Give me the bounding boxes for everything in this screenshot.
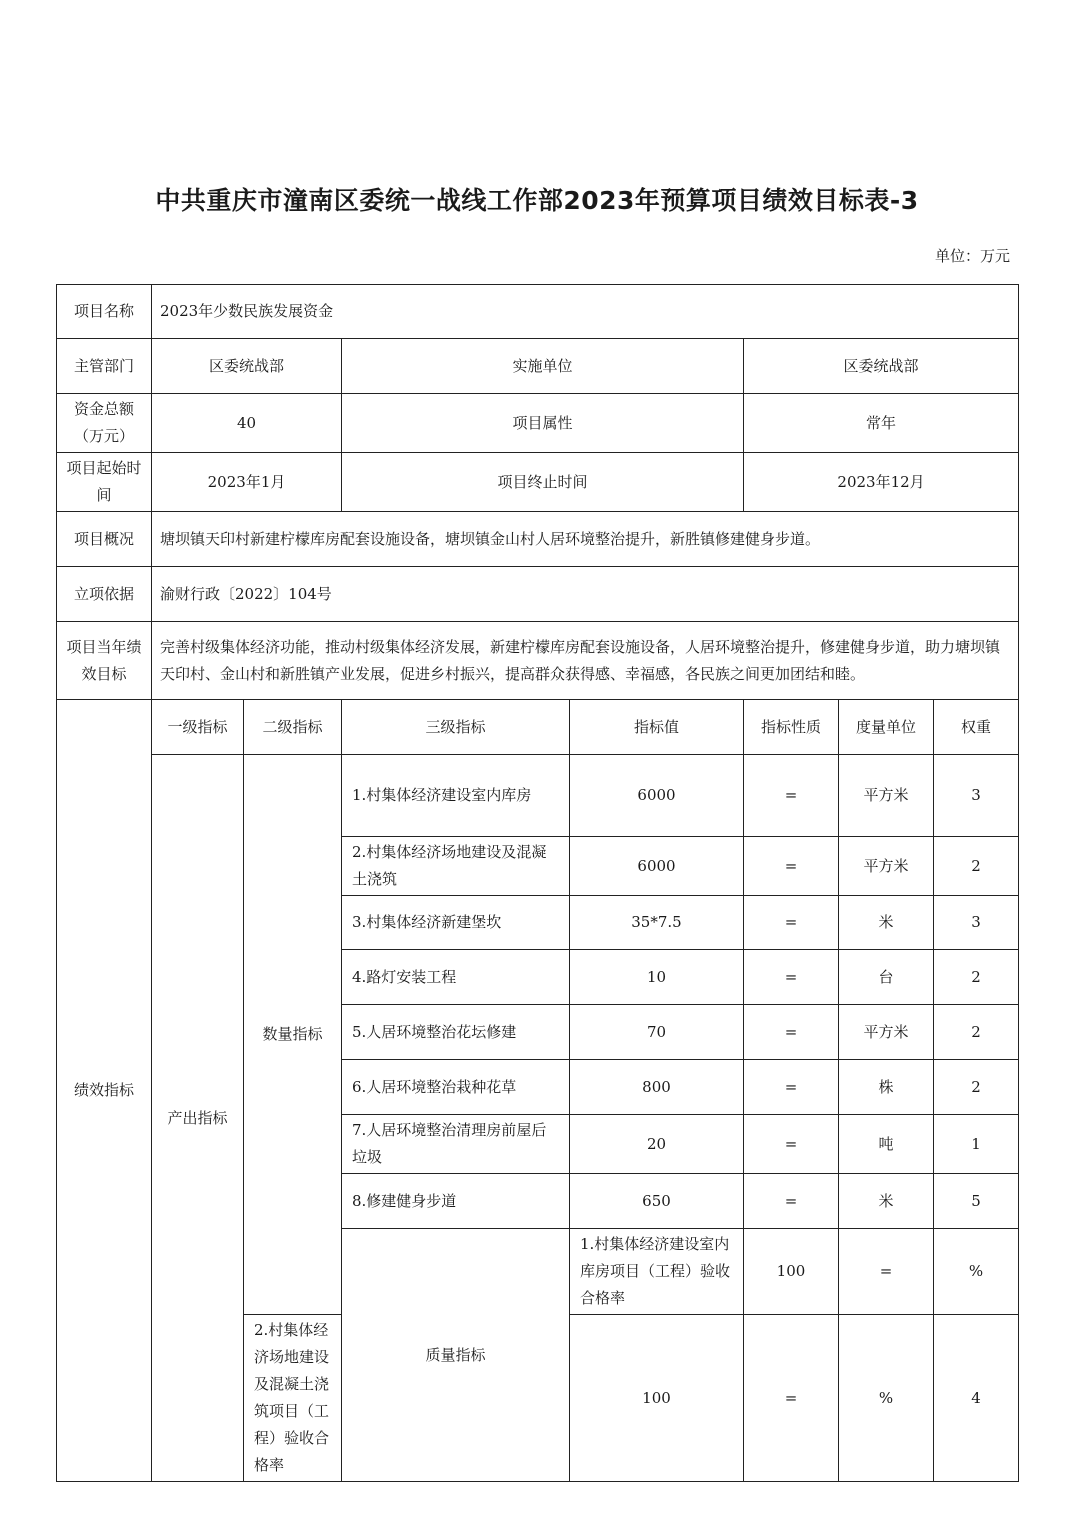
indicator-value: 650 <box>570 1174 744 1229</box>
header-level1: 一级指标 <box>152 700 244 755</box>
header-value: 指标值 <box>570 700 744 755</box>
indicator-nature: = <box>744 1115 839 1174</box>
overview-value: 塘坝镇天印村新建柠檬库房配套设施设备，塘坝镇金山村人居环境整治提升，新胜镇修建健身步道。 <box>152 512 1019 567</box>
indicator-nature: = <box>744 1174 839 1229</box>
level2-quality-label: 质量指标 <box>342 1229 570 1482</box>
indicator-value: 10 <box>570 950 744 1005</box>
dept-label: 主管部门 <box>57 339 152 394</box>
level2-quantity-label: 数量指标 <box>244 755 342 1315</box>
row-basis <box>57 567 1019 622</box>
indicator-header-row <box>57 700 1019 755</box>
indicator-name: 2.村集体经济场地建设及混凝土浇筑 <box>342 837 570 896</box>
fund-value: 40 <box>152 394 342 453</box>
indicator-nature: = <box>744 837 839 896</box>
attr-label: 项目属性 <box>342 394 744 453</box>
header-level2: 二级指标 <box>244 700 342 755</box>
indicator-weight: 2 <box>934 1005 1019 1060</box>
project-name-label: 项目名称 <box>57 285 152 339</box>
project-name-value: 2023年少数民族发展资金 <box>152 285 1019 339</box>
start-label: 项目起始时间 <box>57 453 152 512</box>
indicator-unit: 米 <box>839 1174 934 1229</box>
performance-table <box>56 284 1019 1482</box>
row-overview <box>57 512 1019 567</box>
level1-output-label: 产出指标 <box>152 755 244 1482</box>
indicator-value: 35*7.5 <box>570 896 744 950</box>
impl-label: 实施单位 <box>342 339 744 394</box>
indicator-name: 2.村集体经济场地建设及混凝土浇筑项目（工程）验收合格率 <box>244 1315 342 1482</box>
overview-label: 项目概况 <box>57 512 152 567</box>
unit-label: 单位：万元 <box>934 247 1010 265</box>
attr-value: 常年 <box>744 394 1019 453</box>
indicator-value: 70 <box>570 1005 744 1060</box>
row-goal <box>57 622 1019 700</box>
indicator-value: 800 <box>570 1060 744 1115</box>
header-level3: 三级指标 <box>342 700 570 755</box>
indicator-weight: 5 <box>934 1174 1019 1229</box>
indicator-unit: 吨 <box>839 1115 934 1174</box>
indicator-name: 3.村集体经济新建堡坎 <box>342 896 570 950</box>
table-row <box>57 755 1019 837</box>
indicator-unit: 台 <box>839 950 934 1005</box>
dept-value: 区委统战部 <box>152 339 342 394</box>
end-value: 2023年12月 <box>744 453 1019 512</box>
header-weight: 权重 <box>934 700 1019 755</box>
indicator-nature: = <box>744 755 839 837</box>
row-fund <box>57 394 1019 453</box>
indicator-unit: 米 <box>839 896 934 950</box>
indicator-nature: = <box>839 1229 934 1315</box>
row-period <box>57 453 1019 512</box>
goal-label: 项目当年绩效目标 <box>57 622 152 700</box>
row-department <box>57 339 1019 394</box>
indicator-section-label: 绩效指标 <box>57 700 152 1482</box>
indicator-unit: 株 <box>839 1060 934 1115</box>
indicator-unit: 平方米 <box>839 837 934 896</box>
impl-value: 区委统战部 <box>744 339 1019 394</box>
indicator-unit: 平方米 <box>839 1005 934 1060</box>
indicator-name: 4.路灯安装工程 <box>342 950 570 1005</box>
indicator-nature: = <box>744 1005 839 1060</box>
goal-value: 完善村级集体经济功能，推动村级集体经济发展，新建柠檬库房配套设施设备，人居环境整治提升，修建健身步道，助力塘坝镇天印村、金山村和新胜镇产业发展，促进乡村振兴，提高群众获得感、幸福感，各民族之间更加团结和睦。 <box>152 622 1019 700</box>
header-nature: 指标性质 <box>744 700 839 755</box>
basis-label: 立项依据 <box>57 567 152 622</box>
indicator-nature: = <box>744 896 839 950</box>
indicator-name: 1.村集体经济建设室内库房 <box>342 755 570 837</box>
indicator-name: 6.人居环境整治栽种花草 <box>342 1060 570 1115</box>
indicator-value: 6000 <box>570 755 744 837</box>
indicator-value: 6000 <box>570 837 744 896</box>
indicator-weight: 2 <box>934 950 1019 1005</box>
indicator-name: 1.村集体经济建设室内库房项目（工程）验收合格率 <box>570 1229 744 1315</box>
indicator-name: 5.人居环境整治花坛修建 <box>342 1005 570 1060</box>
indicator-weight: 2 <box>934 1060 1019 1115</box>
indicator-weight: 4 <box>934 1315 1019 1482</box>
indicator-weight: 1 <box>934 1115 1019 1174</box>
indicator-weight: 2 <box>934 837 1019 896</box>
start-value: 2023年1月 <box>152 453 342 512</box>
indicator-name: 7.人居环境整治清理房前屋后垃圾 <box>342 1115 570 1174</box>
indicator-nature: = <box>744 1315 839 1482</box>
page-title: 中共重庆市潼南区委统一战线工作部2023年预算项目绩效目标表-3 <box>155 186 919 215</box>
indicator-value: 100 <box>744 1229 839 1315</box>
indicator-unit: % <box>934 1229 1019 1315</box>
indicator-unit: % <box>839 1315 934 1482</box>
indicator-nature: = <box>744 950 839 1005</box>
indicator-unit: 平方米 <box>839 755 934 837</box>
row-project-name <box>57 285 1019 339</box>
indicator-weight: 3 <box>934 896 1019 950</box>
indicator-nature: = <box>744 1060 839 1115</box>
indicator-value: 100 <box>570 1315 744 1482</box>
end-label: 项目终止时间 <box>342 453 744 512</box>
header-unit: 度量单位 <box>839 700 934 755</box>
indicator-value: 20 <box>570 1115 744 1174</box>
fund-label: 资金总额（万元） <box>57 394 152 453</box>
indicator-weight: 3 <box>934 755 1019 837</box>
indicator-name: 8.修建健身步道 <box>342 1174 570 1229</box>
basis-value: 渝财行政〔2022〕104号 <box>152 567 1019 622</box>
